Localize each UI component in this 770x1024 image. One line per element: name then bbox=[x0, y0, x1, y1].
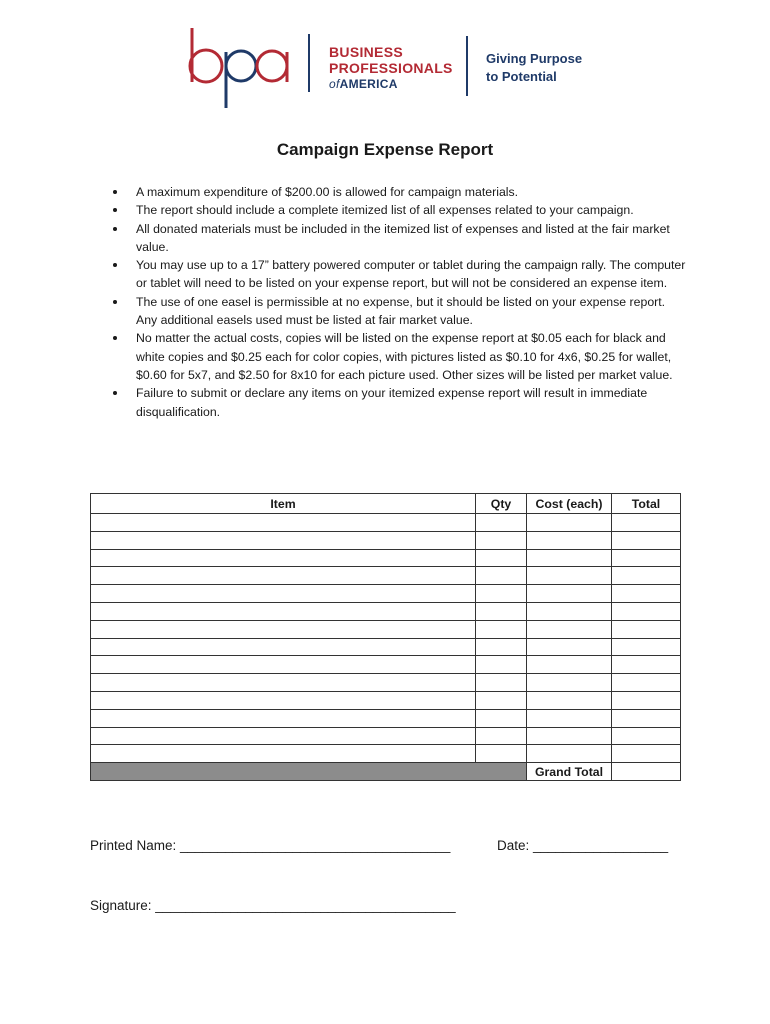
tagline bbox=[486, 50, 582, 86]
item-cell[interactable] bbox=[91, 638, 476, 656]
org-name-line2: PROFESSIONALS bbox=[329, 60, 453, 76]
item-cell[interactable] bbox=[91, 531, 476, 549]
item-cell[interactable] bbox=[91, 602, 476, 620]
rule-item: The use of one easel is permissible at no expense, but it should be listed on your expense report. Any additional easels used must be listed at fair market value. bbox=[104, 293, 686, 330]
total-cell[interactable] bbox=[612, 691, 681, 709]
table-row bbox=[91, 674, 681, 692]
qty-cell[interactable] bbox=[476, 585, 527, 603]
tagline-line1: Giving Purpose bbox=[486, 51, 583, 66]
item-cell[interactable] bbox=[91, 620, 476, 638]
table-row bbox=[91, 514, 681, 532]
qty-cell[interactable] bbox=[476, 567, 527, 585]
table-header-row bbox=[91, 494, 681, 514]
cost-cell[interactable] bbox=[527, 691, 612, 709]
expense-table bbox=[90, 493, 681, 781]
qty-cell[interactable] bbox=[476, 674, 527, 692]
table-row bbox=[91, 709, 681, 727]
qty-cell[interactable] bbox=[476, 638, 527, 656]
grand-total-value-cell[interactable] bbox=[612, 763, 681, 781]
total-cell[interactable] bbox=[612, 709, 681, 727]
header bbox=[0, 0, 770, 120]
signature-line[interactable]: Signature: ________________________________________ bbox=[90, 898, 456, 913]
total-cell[interactable] bbox=[612, 674, 681, 692]
table-row bbox=[91, 585, 681, 603]
page-title: Campaign Expense Report bbox=[276, 140, 494, 159]
item-cell[interactable] bbox=[91, 727, 476, 745]
col-header-item: Item bbox=[91, 494, 476, 514]
logo-divider bbox=[308, 34, 310, 92]
cost-cell[interactable] bbox=[527, 602, 612, 620]
total-cell[interactable] bbox=[612, 620, 681, 638]
rule-item: All donated materials must be included in the itemized list of expenses and listed at the fair market value. bbox=[104, 220, 686, 257]
total-cell[interactable] bbox=[612, 638, 681, 656]
item-cell[interactable] bbox=[91, 674, 476, 692]
cost-cell[interactable] bbox=[527, 567, 612, 585]
total-cell[interactable] bbox=[612, 602, 681, 620]
qty-cell[interactable] bbox=[476, 656, 527, 674]
item-cell[interactable] bbox=[91, 567, 476, 585]
org-name bbox=[329, 44, 453, 92]
total-cell[interactable] bbox=[612, 514, 681, 532]
rules-list bbox=[104, 183, 686, 421]
org-name-line3 bbox=[329, 76, 453, 92]
tagline-divider bbox=[466, 36, 468, 96]
table-row bbox=[91, 602, 681, 620]
rule-item: A maximum expenditure of $200.00 is allowed for campaign materials. bbox=[104, 183, 686, 201]
item-cell[interactable] bbox=[91, 691, 476, 709]
total-cell[interactable] bbox=[612, 567, 681, 585]
qty-cell[interactable] bbox=[476, 709, 527, 727]
total-cell[interactable] bbox=[612, 745, 681, 763]
rule-item: The report should include a complete itemized list of all expenses related to your campaign. bbox=[104, 201, 686, 219]
table-row bbox=[91, 656, 681, 674]
item-cell[interactable] bbox=[91, 549, 476, 567]
qty-cell[interactable] bbox=[476, 620, 527, 638]
cost-cell[interactable] bbox=[527, 709, 612, 727]
rule-item: No matter the actual costs, copies will be listed on the expense report at $0.05 each for black and white copies and $0.25 each for color copies, with pictures listed as $0.10 for 4x6, $0.25 for wallet, $0.60 for 5x7, and $2.50 for 8x10 for each picture used. Other sizes will be listed per market value. bbox=[104, 329, 686, 384]
date-line[interactable]: Date: __________________ bbox=[497, 838, 669, 853]
tagline-line2: to Potential bbox=[486, 69, 557, 84]
qty-cell[interactable] bbox=[476, 531, 527, 549]
grand-total-row bbox=[91, 763, 681, 781]
table-row bbox=[91, 567, 681, 585]
table-row bbox=[91, 691, 681, 709]
table-row bbox=[91, 531, 681, 549]
bpa-logo-mark bbox=[186, 26, 292, 110]
rule-item: You may use up to a 17” battery powered computer or tablet during the campaign rally. The computer or tablet will need to be listed on your expense report, but will not be considered an expense item. bbox=[104, 256, 686, 293]
org-name-america: AMERICA bbox=[339, 77, 398, 91]
cost-cell[interactable] bbox=[527, 585, 612, 603]
rule-item: Failure to submit or declare any items on your itemized expense report will result in immediate disqualification. bbox=[104, 384, 686, 421]
table-row bbox=[91, 620, 681, 638]
item-cell[interactable] bbox=[91, 709, 476, 727]
col-header-cost: Cost (each) bbox=[527, 494, 612, 514]
qty-cell[interactable] bbox=[476, 745, 527, 763]
qty-cell[interactable] bbox=[476, 602, 527, 620]
total-cell[interactable] bbox=[612, 656, 681, 674]
total-cell[interactable] bbox=[612, 531, 681, 549]
qty-cell[interactable] bbox=[476, 549, 527, 567]
cost-cell[interactable] bbox=[527, 531, 612, 549]
cost-cell[interactable] bbox=[527, 638, 612, 656]
qty-cell[interactable] bbox=[476, 691, 527, 709]
table-row bbox=[91, 638, 681, 656]
cost-cell[interactable] bbox=[527, 549, 612, 567]
qty-cell[interactable] bbox=[476, 727, 527, 745]
table-row bbox=[91, 727, 681, 745]
total-cell[interactable] bbox=[612, 549, 681, 567]
org-name-line1: BUSINESS bbox=[329, 44, 403, 60]
qty-cell[interactable] bbox=[476, 514, 527, 532]
cost-cell[interactable] bbox=[527, 727, 612, 745]
table-row bbox=[91, 745, 681, 763]
col-header-qty: Qty bbox=[476, 494, 527, 514]
table-row bbox=[91, 549, 681, 567]
cost-cell[interactable] bbox=[527, 656, 612, 674]
total-cell[interactable] bbox=[612, 585, 681, 603]
item-cell[interactable] bbox=[91, 585, 476, 603]
total-cell[interactable] bbox=[612, 727, 681, 745]
org-name-of: of bbox=[329, 77, 340, 91]
cost-cell[interactable] bbox=[527, 514, 612, 532]
item-cell[interactable] bbox=[91, 745, 476, 763]
item-cell[interactable] bbox=[91, 514, 476, 532]
item-cell[interactable] bbox=[91, 656, 476, 674]
cost-cell[interactable] bbox=[527, 620, 612, 638]
cost-cell[interactable] bbox=[527, 745, 612, 763]
cost-cell[interactable] bbox=[527, 674, 612, 692]
shaded-cell bbox=[91, 763, 527, 781]
printed-name-line[interactable]: Printed Name: ____________________________________ bbox=[90, 838, 451, 853]
grand-total-label: Grand Total bbox=[527, 763, 612, 781]
col-header-total: Total bbox=[612, 494, 681, 514]
